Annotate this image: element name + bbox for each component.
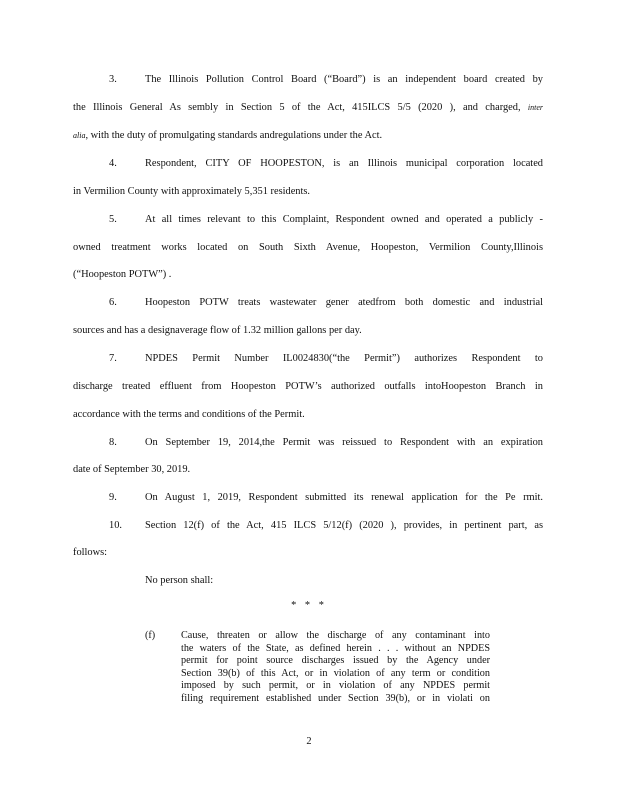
paragraph-6-line-1: 6. Hoopeston POTW treats wastewater gener atedfrom both domestic and industrial xyxy=(109,297,543,308)
paragraph-10-line-1: 10. Section 12(f) of the Act, 415 ILCS 5/12(f) (2020 ), provides, in pertinent part, as xyxy=(109,520,543,531)
quote-item-label: (f) xyxy=(145,630,156,641)
paragraph-3-line-3: alia, with the duty of promulgating standards andregulations under the Act. xyxy=(73,130,383,141)
paragraph-9-line-1: 9. On August 1, 2019, Respondent submitted its renewal application for the Pe rmit. xyxy=(109,492,543,503)
paragraph-10-line-2: follows: xyxy=(73,547,108,558)
paragraph-5-line-1: 5. At all times relevant to this Complaint, Respondent owned and operated a publicly - xyxy=(109,214,543,225)
paragraph-8-line-1: 8. On September 19, 2014,the Permit was reissued to Respondent with an expiration xyxy=(109,437,543,448)
quote-line: the waters of the State, as defined herein . . . without an NPDES xyxy=(181,642,490,654)
paragraph-8-line-2: date of September 30, 2019. xyxy=(73,464,191,475)
paragraph-7-line-2: discharge treated effluent from Hoopeston POTW’s authorized outfalls intoHoopeston Branch in xyxy=(73,381,543,392)
quote-line: Cause, threaten or allow the discharge of any contaminant into xyxy=(181,630,490,641)
quote-intro: No person shall: xyxy=(145,575,214,586)
paragraph-5-line-3: (“Hoopeston POTW”) . xyxy=(73,269,172,280)
paragraph-6-line-2: sources and has a designaverage flow of 1.32 million gallons per day. xyxy=(73,325,362,336)
paragraph-number: 10. xyxy=(109,520,122,531)
paragraph-3-line-1: 3. The Illinois Pollution Control Board (“Board”) is an independent board created by xyxy=(109,74,543,85)
paragraph-7-line-3: accordance with the terms and conditions of the Permit. xyxy=(73,409,305,420)
ellipsis-stars: * * * xyxy=(291,600,327,611)
paragraph-number: 9. xyxy=(109,492,117,503)
quote-line: filing requirement established under Section 39(b), or in violati on xyxy=(181,692,490,704)
paragraph-number: 3. xyxy=(109,74,117,85)
paragraph-5-line-2: owned treatment works located on South Sixth Avenue, Hoopeston, Vermilion County,Illinois xyxy=(73,242,543,253)
quote-line: permit for point source discharges issued by the Agency under xyxy=(181,655,490,666)
paragraph-number: 7. xyxy=(109,353,117,364)
paragraph-number: 8. xyxy=(109,437,117,448)
page-number: 2 xyxy=(306,736,312,747)
paragraph-number: 6. xyxy=(109,297,117,308)
paragraph-number: 4. xyxy=(109,158,117,169)
paragraph-4-line-1: 4. Respondent, CITY OF HOOPESTON, is an Illinois municipal corporation located xyxy=(109,158,543,169)
paragraph-7-line-1: 7. NPDES Permit Number IL0024830(“the Permit”) authorizes Respondent to xyxy=(109,353,543,364)
quote-line: Section 39(b) of this Act, or in violation of any term or condition xyxy=(181,667,490,679)
paragraph-number: 5. xyxy=(109,214,117,225)
paragraph-3-line-2: the Illinois General As sembly in Section 5 of the Act, 415ILCS 5/5 (2020 ), and charged, inter xyxy=(73,102,543,113)
paragraph-4-line-2: in Vermilion County with approximately 5,351 residents. xyxy=(73,186,311,197)
quote-line: imposed by such permit, or in violation of any NPDES permit xyxy=(181,680,490,691)
